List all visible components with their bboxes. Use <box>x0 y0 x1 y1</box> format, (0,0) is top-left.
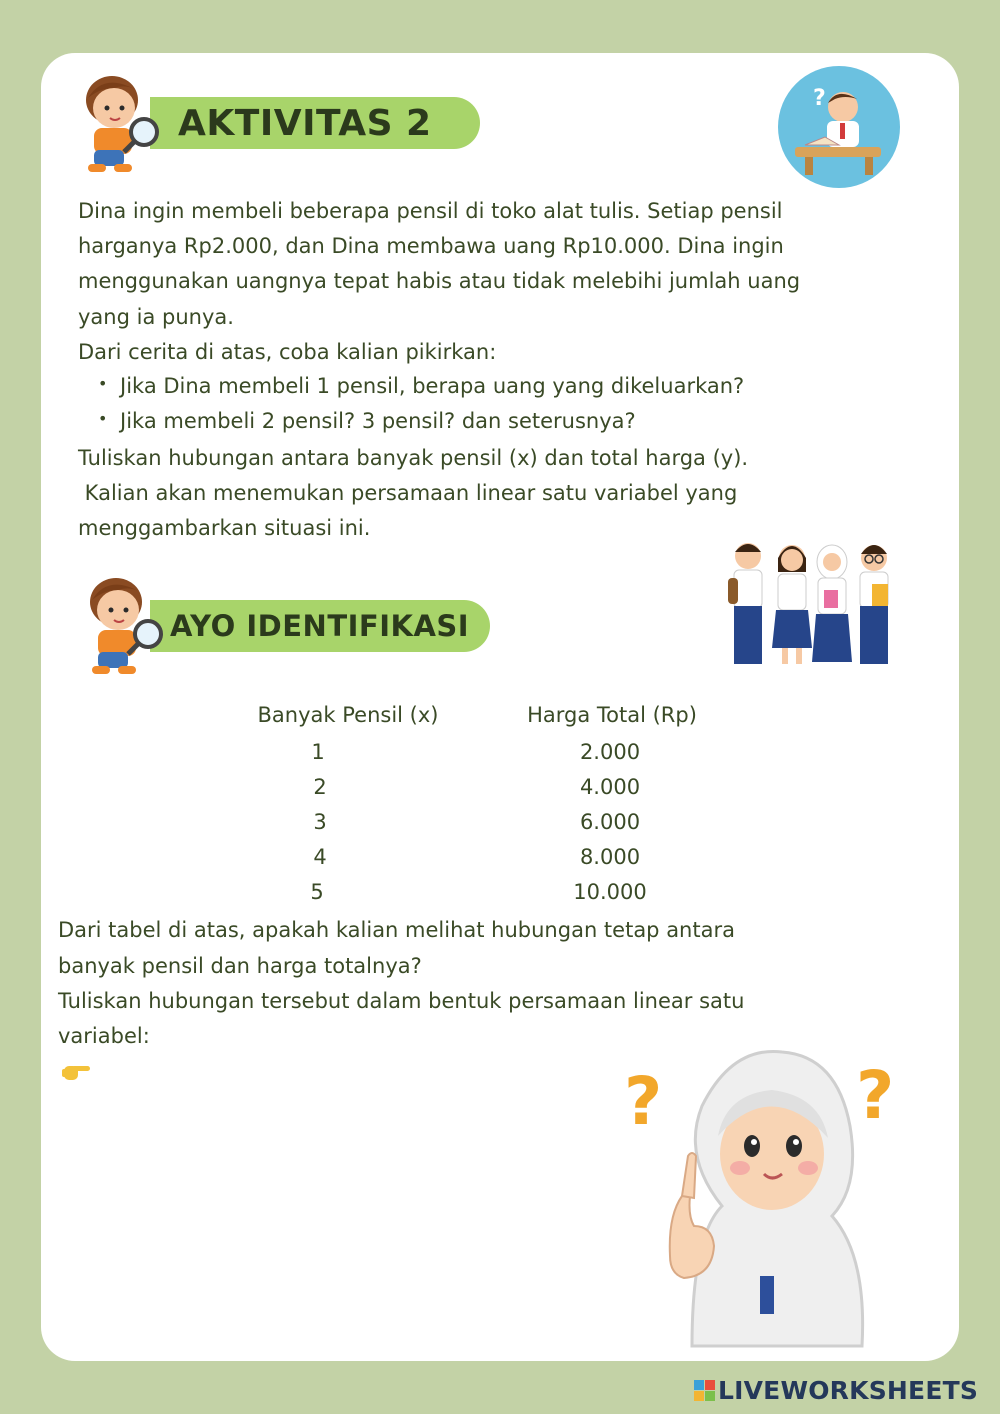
question-line: Dari tabel di atas, apakah kalian melihat hubungan tetap antara <box>58 918 735 942</box>
liveworksheets-brand[interactable] <box>694 1376 978 1405</box>
brand-name: LIVEWORKSHEETS <box>718 1376 979 1405</box>
question-line: variabel: <box>58 1024 150 1048</box>
bullet-item <box>100 374 744 398</box>
boy-magnifier-illustration <box>74 70 164 178</box>
table-cell-x: 4 <box>313 845 327 869</box>
closing-line: menggambarkan situasi ini. <box>78 516 371 540</box>
identify-title: AYO IDENTIFIKASI <box>170 609 470 643</box>
answer-area[interactable] <box>96 1058 596 1088</box>
boy-magnifier-illustration <box>78 572 168 680</box>
closing-line: Tuliskan hubungan antara banyak pensil (x) dan total harga (y). <box>78 446 749 470</box>
table-cell-y: 6.000 <box>579 810 641 834</box>
activity-banner <box>150 97 480 149</box>
table-cell-y: 2.000 <box>579 740 641 764</box>
closing-line: Kalian akan menemukan persamaan linear satu variabel yang <box>78 481 738 505</box>
paragraph-line: Dari cerita di atas, coba kalian pikirkan: <box>78 340 497 364</box>
table-cell-x: 1 <box>311 740 325 764</box>
table-cell-y: 8.000 <box>579 845 641 869</box>
svg-text:?: ? <box>624 1063 663 1140</box>
question-line: banyak pensil dan harga totalnya? <box>58 954 422 978</box>
liveworksheets-logo-icon <box>694 1380 715 1401</box>
pointing-hand-icon <box>62 1060 92 1082</box>
question-line: Tuliskan hubungan tersebut dalam bentuk persamaan linear satu <box>58 989 745 1013</box>
thinking-girl-illustration <box>622 1046 912 1358</box>
activity-title: AKTIVITAS 2 <box>178 102 432 144</box>
table-cell-x: 3 <box>313 810 327 834</box>
paragraph-line: Dina ingin membeli beberapa pensil di toko alat tulis. Setiap pensil <box>78 199 783 223</box>
table-cell-y: 4.000 <box>579 775 641 799</box>
table-header-y: Harga Total (Rp) <box>527 703 697 727</box>
table-header-x: Banyak Pensil (x) <box>257 703 439 727</box>
bullet-text: Jika Dina membeli 1 pensil, berapa uang yang dikeluarkan? <box>120 374 745 398</box>
student-reading-illustration <box>777 65 901 189</box>
paragraph-line: harganya Rp2.000, dan Dina membawa uang Rp10.000. Dina ingin <box>78 234 784 258</box>
table-cell-x: 2 <box>313 775 327 799</box>
paragraph-line: yang ia punya. <box>78 305 234 329</box>
svg-text:?: ? <box>856 1057 895 1134</box>
students-group-illustration <box>722 538 904 670</box>
svg-text:?: ? <box>813 86 826 111</box>
bullet-item <box>100 409 636 433</box>
table-cell-x: 5 <box>310 880 324 904</box>
identify-banner <box>150 600 490 652</box>
paragraph-line: menggunakan uangnya tepat habis atau tidak melebihi jumlah uang <box>78 269 801 293</box>
table-cell-y: 10.000 <box>573 880 647 904</box>
bullet-text: Jika membeli 2 pensil? 3 pensil? dan seterusnya? <box>120 409 636 433</box>
